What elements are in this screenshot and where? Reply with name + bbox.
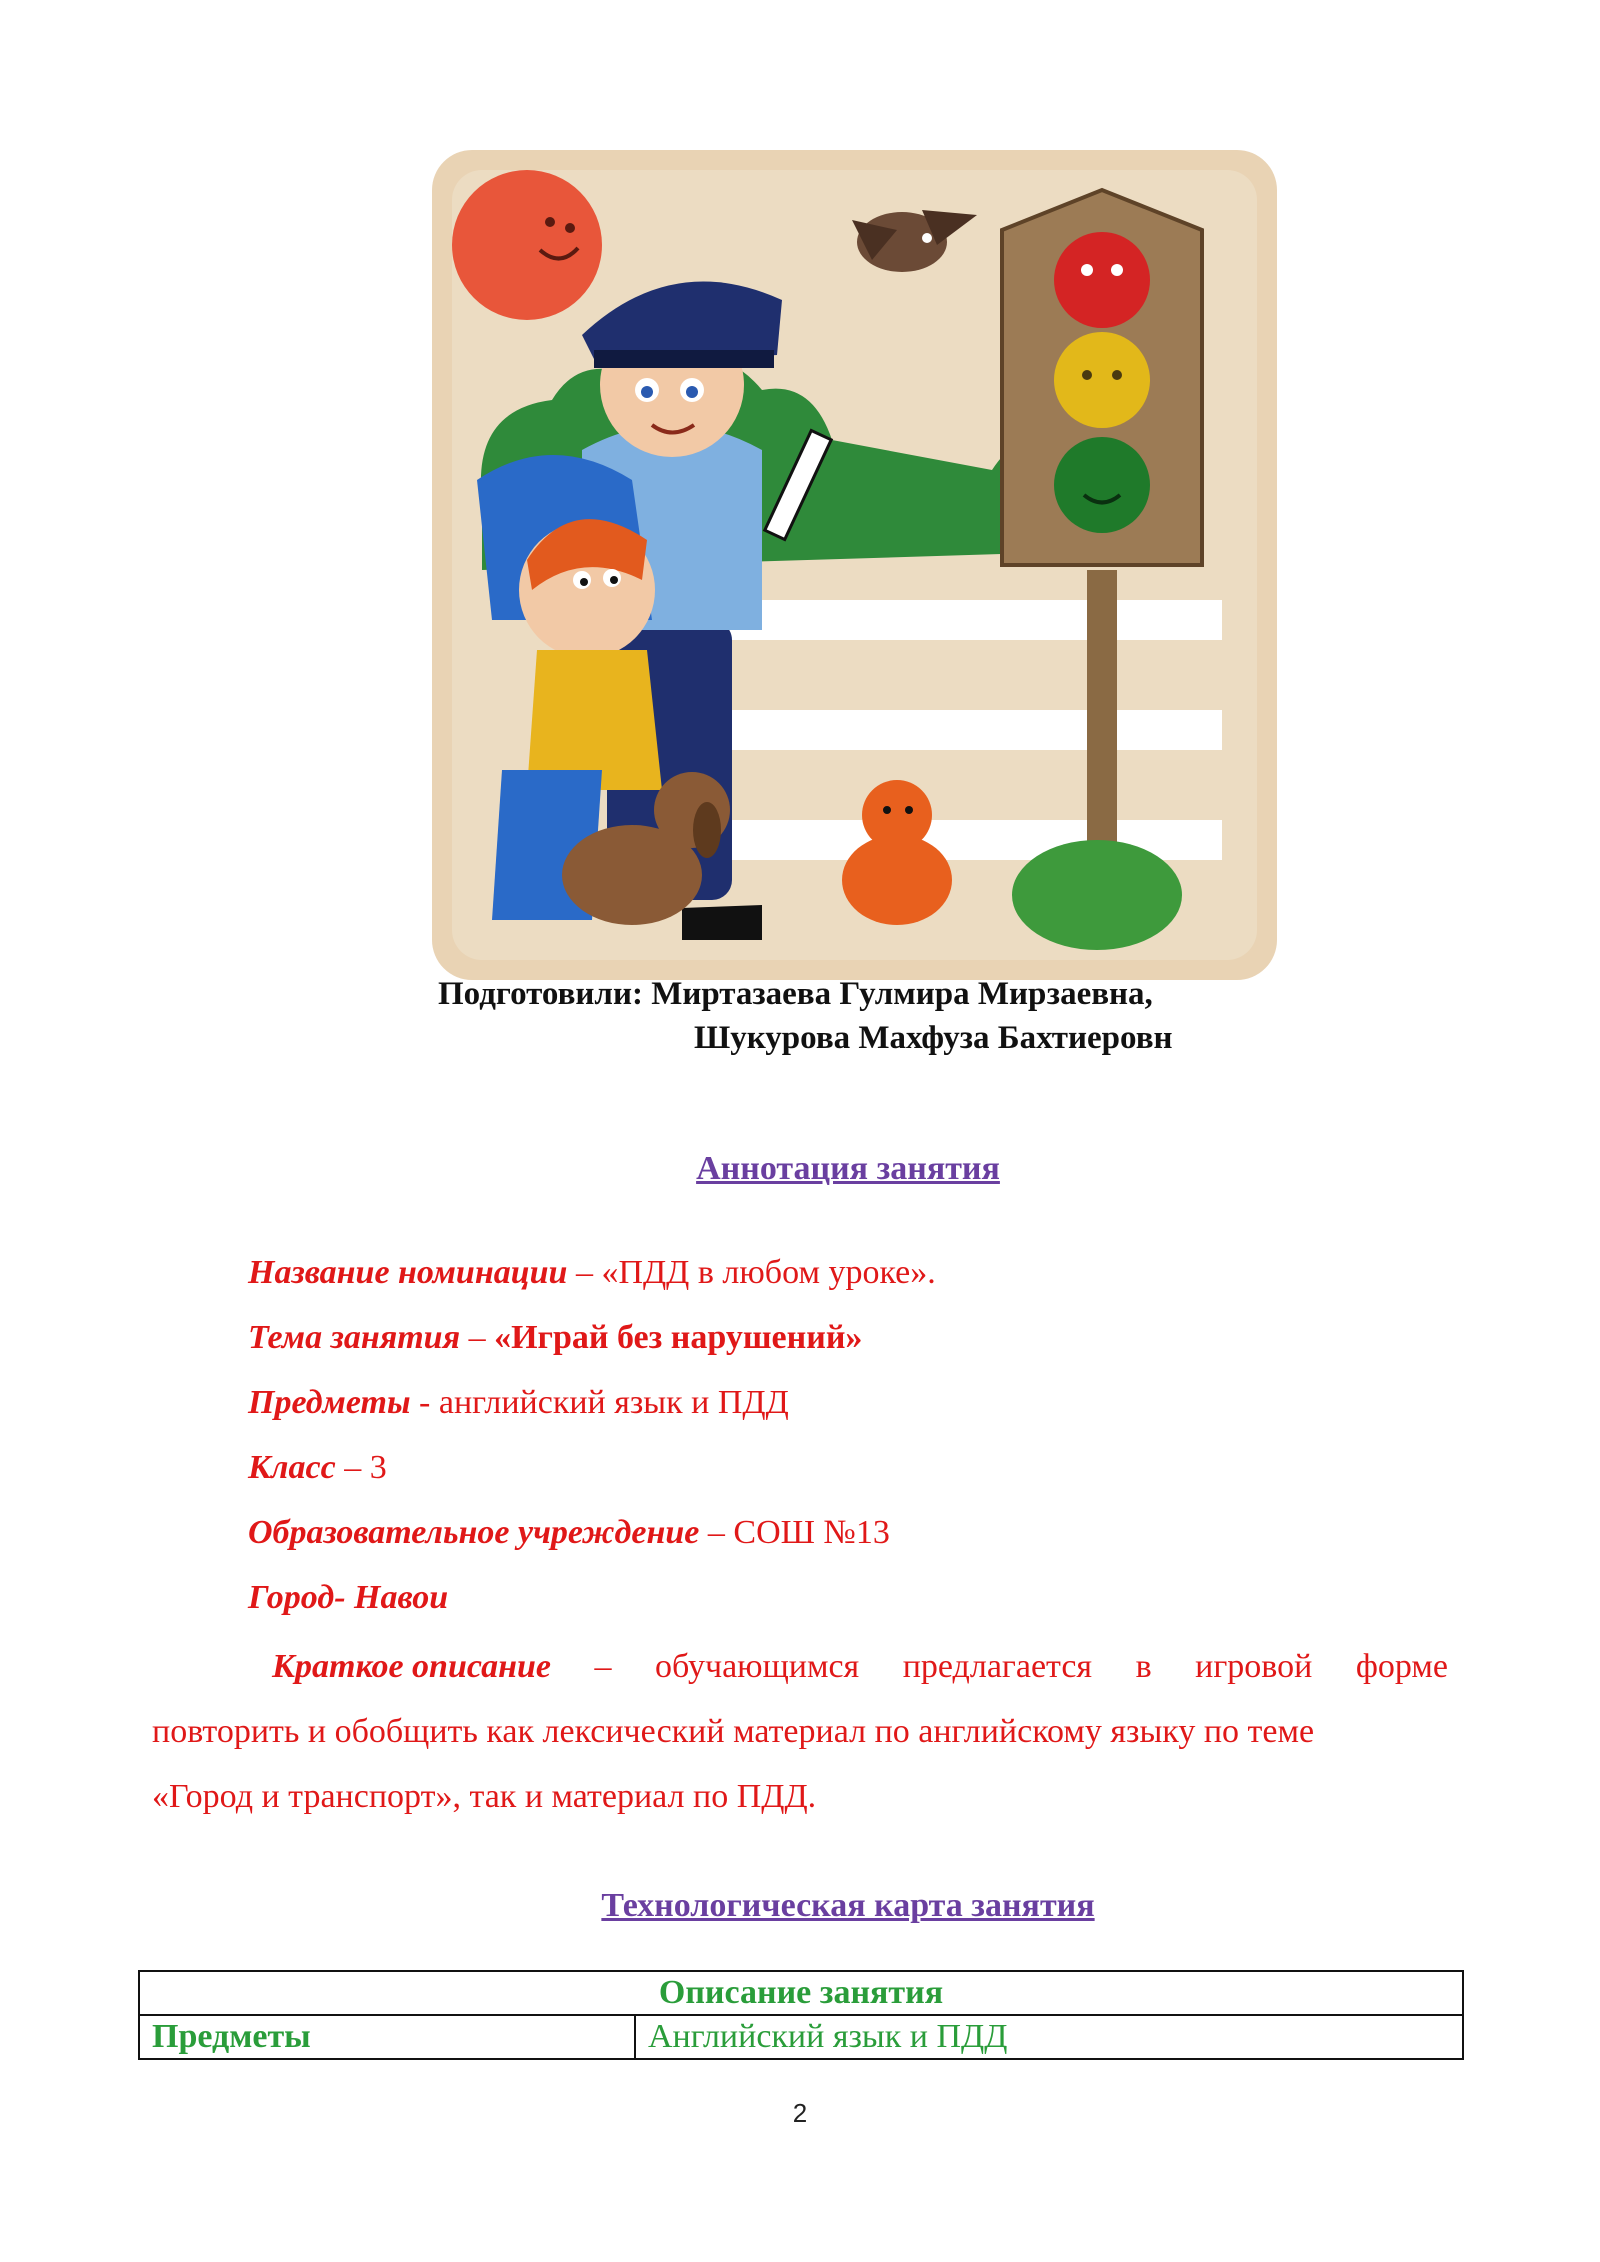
authors-line-1: Подготовили: Миртазаева Гулмира Мирзаевна, (438, 976, 1153, 1012)
field-topic-value: «Играй без нарушений» (494, 1319, 863, 1356)
table-header-row (139, 1971, 1463, 2015)
bush-shape (1012, 840, 1182, 950)
table-row-value: Английский язык и ПДД (635, 2015, 1463, 2059)
field-topic-sep: – (460, 1319, 495, 1356)
crosswalk-shape (662, 600, 1222, 860)
summary-word: в (1135, 1648, 1152, 1685)
lesson-description-table (138, 1970, 1464, 2060)
summary-word: форме (1355, 1648, 1448, 1685)
summary-line-1 (152, 1634, 1448, 1699)
field-city-key: Город- Навои (248, 1579, 449, 1616)
field-subjects-value: английский язык и ПДД (438, 1384, 789, 1421)
summary-key: Краткое описание (272, 1648, 551, 1685)
field-grade-key: Класс (248, 1449, 336, 1486)
summary-paragraph (152, 1634, 1448, 1829)
traffic-safety-illustration (432, 150, 1277, 980)
authors-line-2: Шукурова Махфуза Бахтиеровн (694, 1020, 1173, 1056)
sun-icon (452, 170, 602, 320)
table-row-label: Предметы (139, 2015, 635, 2059)
summary-word: игровой (1195, 1648, 1313, 1685)
summary-line-3: «Город и транспорт», так и материал по ПДД. (152, 1778, 817, 1815)
field-grade (248, 1449, 387, 1487)
field-school-sep: – (699, 1514, 734, 1551)
tech-map-heading: Технологическая карта занятия (601, 1887, 1095, 1924)
field-school (248, 1514, 890, 1552)
table-header-cell: Описание занятия (139, 1971, 1463, 2015)
field-subjects-key: Предметы (248, 1384, 411, 1421)
field-subjects-sep: - (410, 1384, 439, 1421)
field-topic (248, 1319, 862, 1357)
field-school-key: Образовательное учреждение (248, 1514, 700, 1551)
summary-line-2: повторить и обобщить как лексический материал по английскому языку по теме (152, 1713, 1315, 1750)
field-nomination-key: Название номинации (248, 1254, 568, 1291)
field-nomination-value: «ПДД в любом уроке». (601, 1254, 936, 1291)
annotation-heading: Аннотация занятия (696, 1150, 1000, 1187)
field-topic-key: Тема занятия (248, 1319, 461, 1356)
field-school-value: СОШ №13 (733, 1514, 890, 1551)
field-grade-value: 3 (369, 1449, 387, 1486)
field-city (248, 1579, 448, 1617)
summary-word: обучающимся (654, 1648, 860, 1685)
field-nomination (248, 1254, 936, 1292)
field-grade-sep: – (335, 1449, 370, 1486)
summary-word: предлагается (902, 1648, 1093, 1685)
summary-word: – (594, 1648, 612, 1685)
table-row (139, 2015, 1463, 2059)
field-nomination-sep: – (567, 1254, 602, 1291)
page-number: 2 (792, 2098, 808, 2128)
field-subjects (248, 1384, 789, 1422)
